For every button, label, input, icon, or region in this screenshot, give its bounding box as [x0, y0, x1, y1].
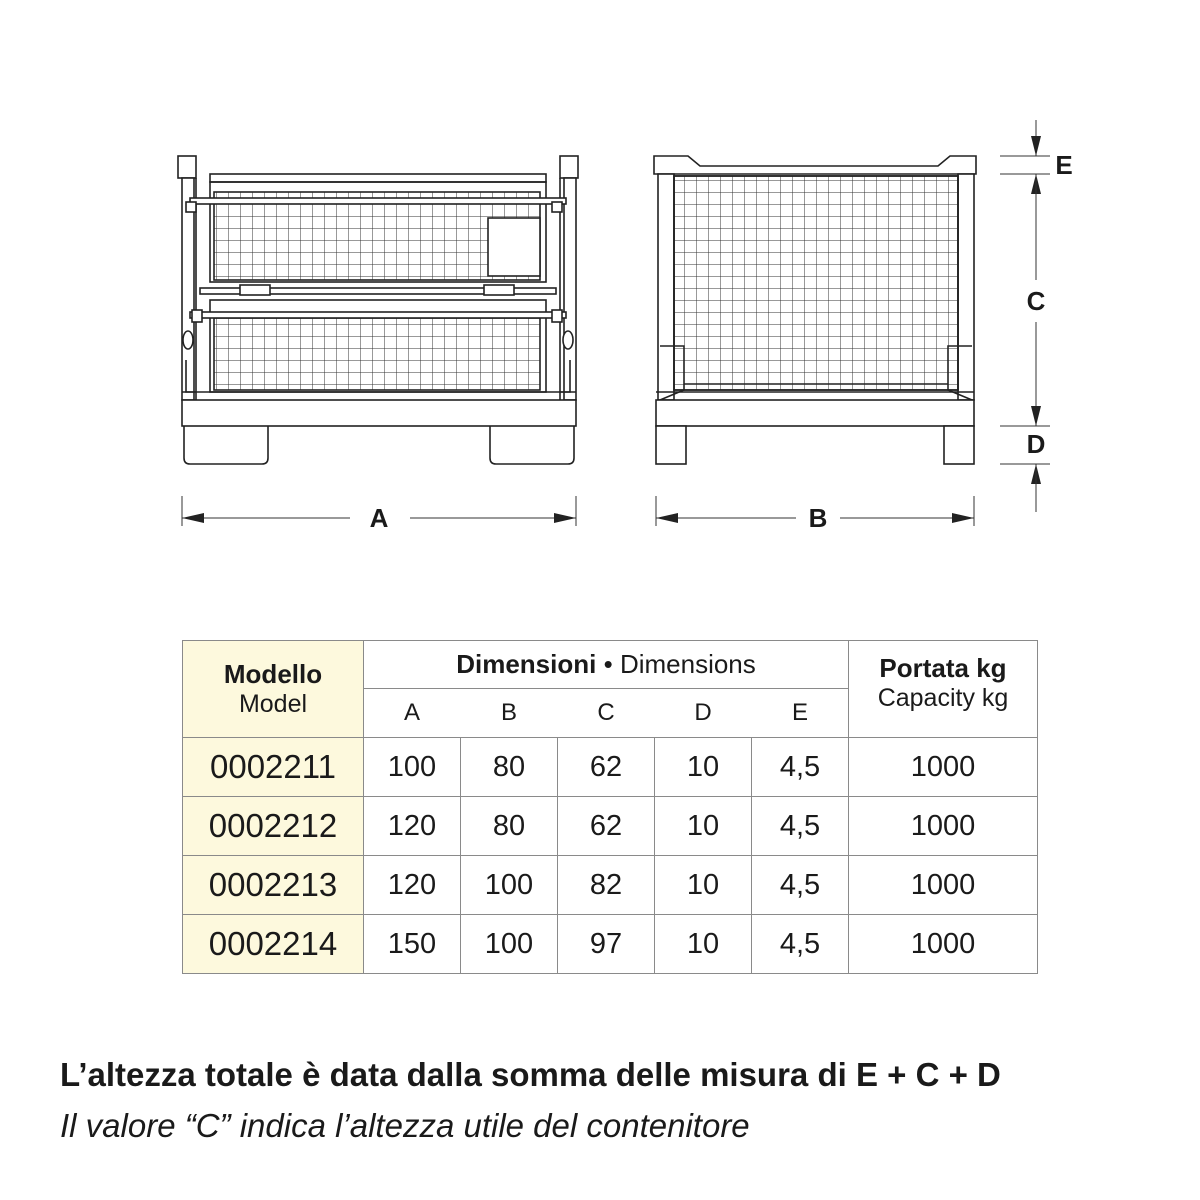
table-row: [183, 797, 1038, 856]
model-header-en: Model: [238, 690, 308, 718]
model-code: 0002212: [183, 797, 364, 856]
value-e: 4,5: [752, 797, 849, 856]
value-d: 10: [655, 915, 752, 974]
value-c: 82: [558, 856, 655, 915]
value-b: 80: [461, 797, 558, 856]
model-header-it: Modello: [223, 659, 323, 689]
table-row: [183, 738, 1038, 797]
column-header-c: C: [558, 689, 655, 738]
value-capacity: 1000: [849, 738, 1038, 797]
value-capacity: 1000: [849, 915, 1038, 974]
value-c: 62: [558, 738, 655, 797]
column-header-b: B: [461, 689, 558, 738]
dimensions-header-en: Dimensions: [619, 649, 756, 679]
dimension-label-c: C: [1026, 286, 1046, 316]
value-e: 4,5: [752, 915, 849, 974]
side-view: [654, 156, 976, 464]
dimension-label-d: D: [1026, 429, 1046, 459]
dimension-label-a: A: [369, 503, 389, 533]
value-c: 62: [558, 797, 655, 856]
value-e: 4,5: [752, 856, 849, 915]
capacity-header: [849, 641, 1038, 738]
value-a: 120: [364, 856, 461, 915]
value-capacity: 1000: [849, 797, 1038, 856]
column-header-a: A: [364, 689, 461, 738]
value-d: 10: [655, 738, 752, 797]
table-row: [183, 856, 1038, 915]
column-header-e: E: [752, 689, 849, 738]
value-c: 97: [558, 915, 655, 974]
c-value-note: Il valore “C” indica l’altezza utile del contenitore: [60, 1107, 750, 1144]
total-height-note: L’altezza totale è data dalla somma delle misura di E + C + D: [60, 1056, 1001, 1093]
table-row: [183, 915, 1038, 974]
dimensions-header: [364, 641, 849, 689]
specifications-table: [182, 640, 1038, 974]
model-header: [183, 641, 364, 738]
column-header-d: D: [655, 689, 752, 738]
value-a: 120: [364, 797, 461, 856]
dimensions-header-sep: •: [603, 649, 613, 679]
model-code: 0002211: [183, 738, 364, 797]
value-d: 10: [655, 797, 752, 856]
dimension-label-e: E: [1055, 150, 1073, 180]
value-e: 4,5: [752, 738, 849, 797]
dimensions-header-it: Dimensioni: [456, 649, 597, 679]
model-code: 0002214: [183, 915, 364, 974]
value-b: 100: [461, 856, 558, 915]
front-view: [178, 156, 578, 464]
value-d: 10: [655, 856, 752, 915]
dimension-label-b: B: [808, 503, 828, 533]
value-b: 100: [461, 915, 558, 974]
value-capacity: 1000: [849, 856, 1038, 915]
value-b: 80: [461, 738, 558, 797]
capacity-header-en: Capacity kg: [877, 684, 1009, 712]
value-a: 150: [364, 915, 461, 974]
value-a: 100: [364, 738, 461, 797]
model-code: 0002213: [183, 856, 364, 915]
capacity-header-it: Portata kg: [879, 653, 1007, 683]
